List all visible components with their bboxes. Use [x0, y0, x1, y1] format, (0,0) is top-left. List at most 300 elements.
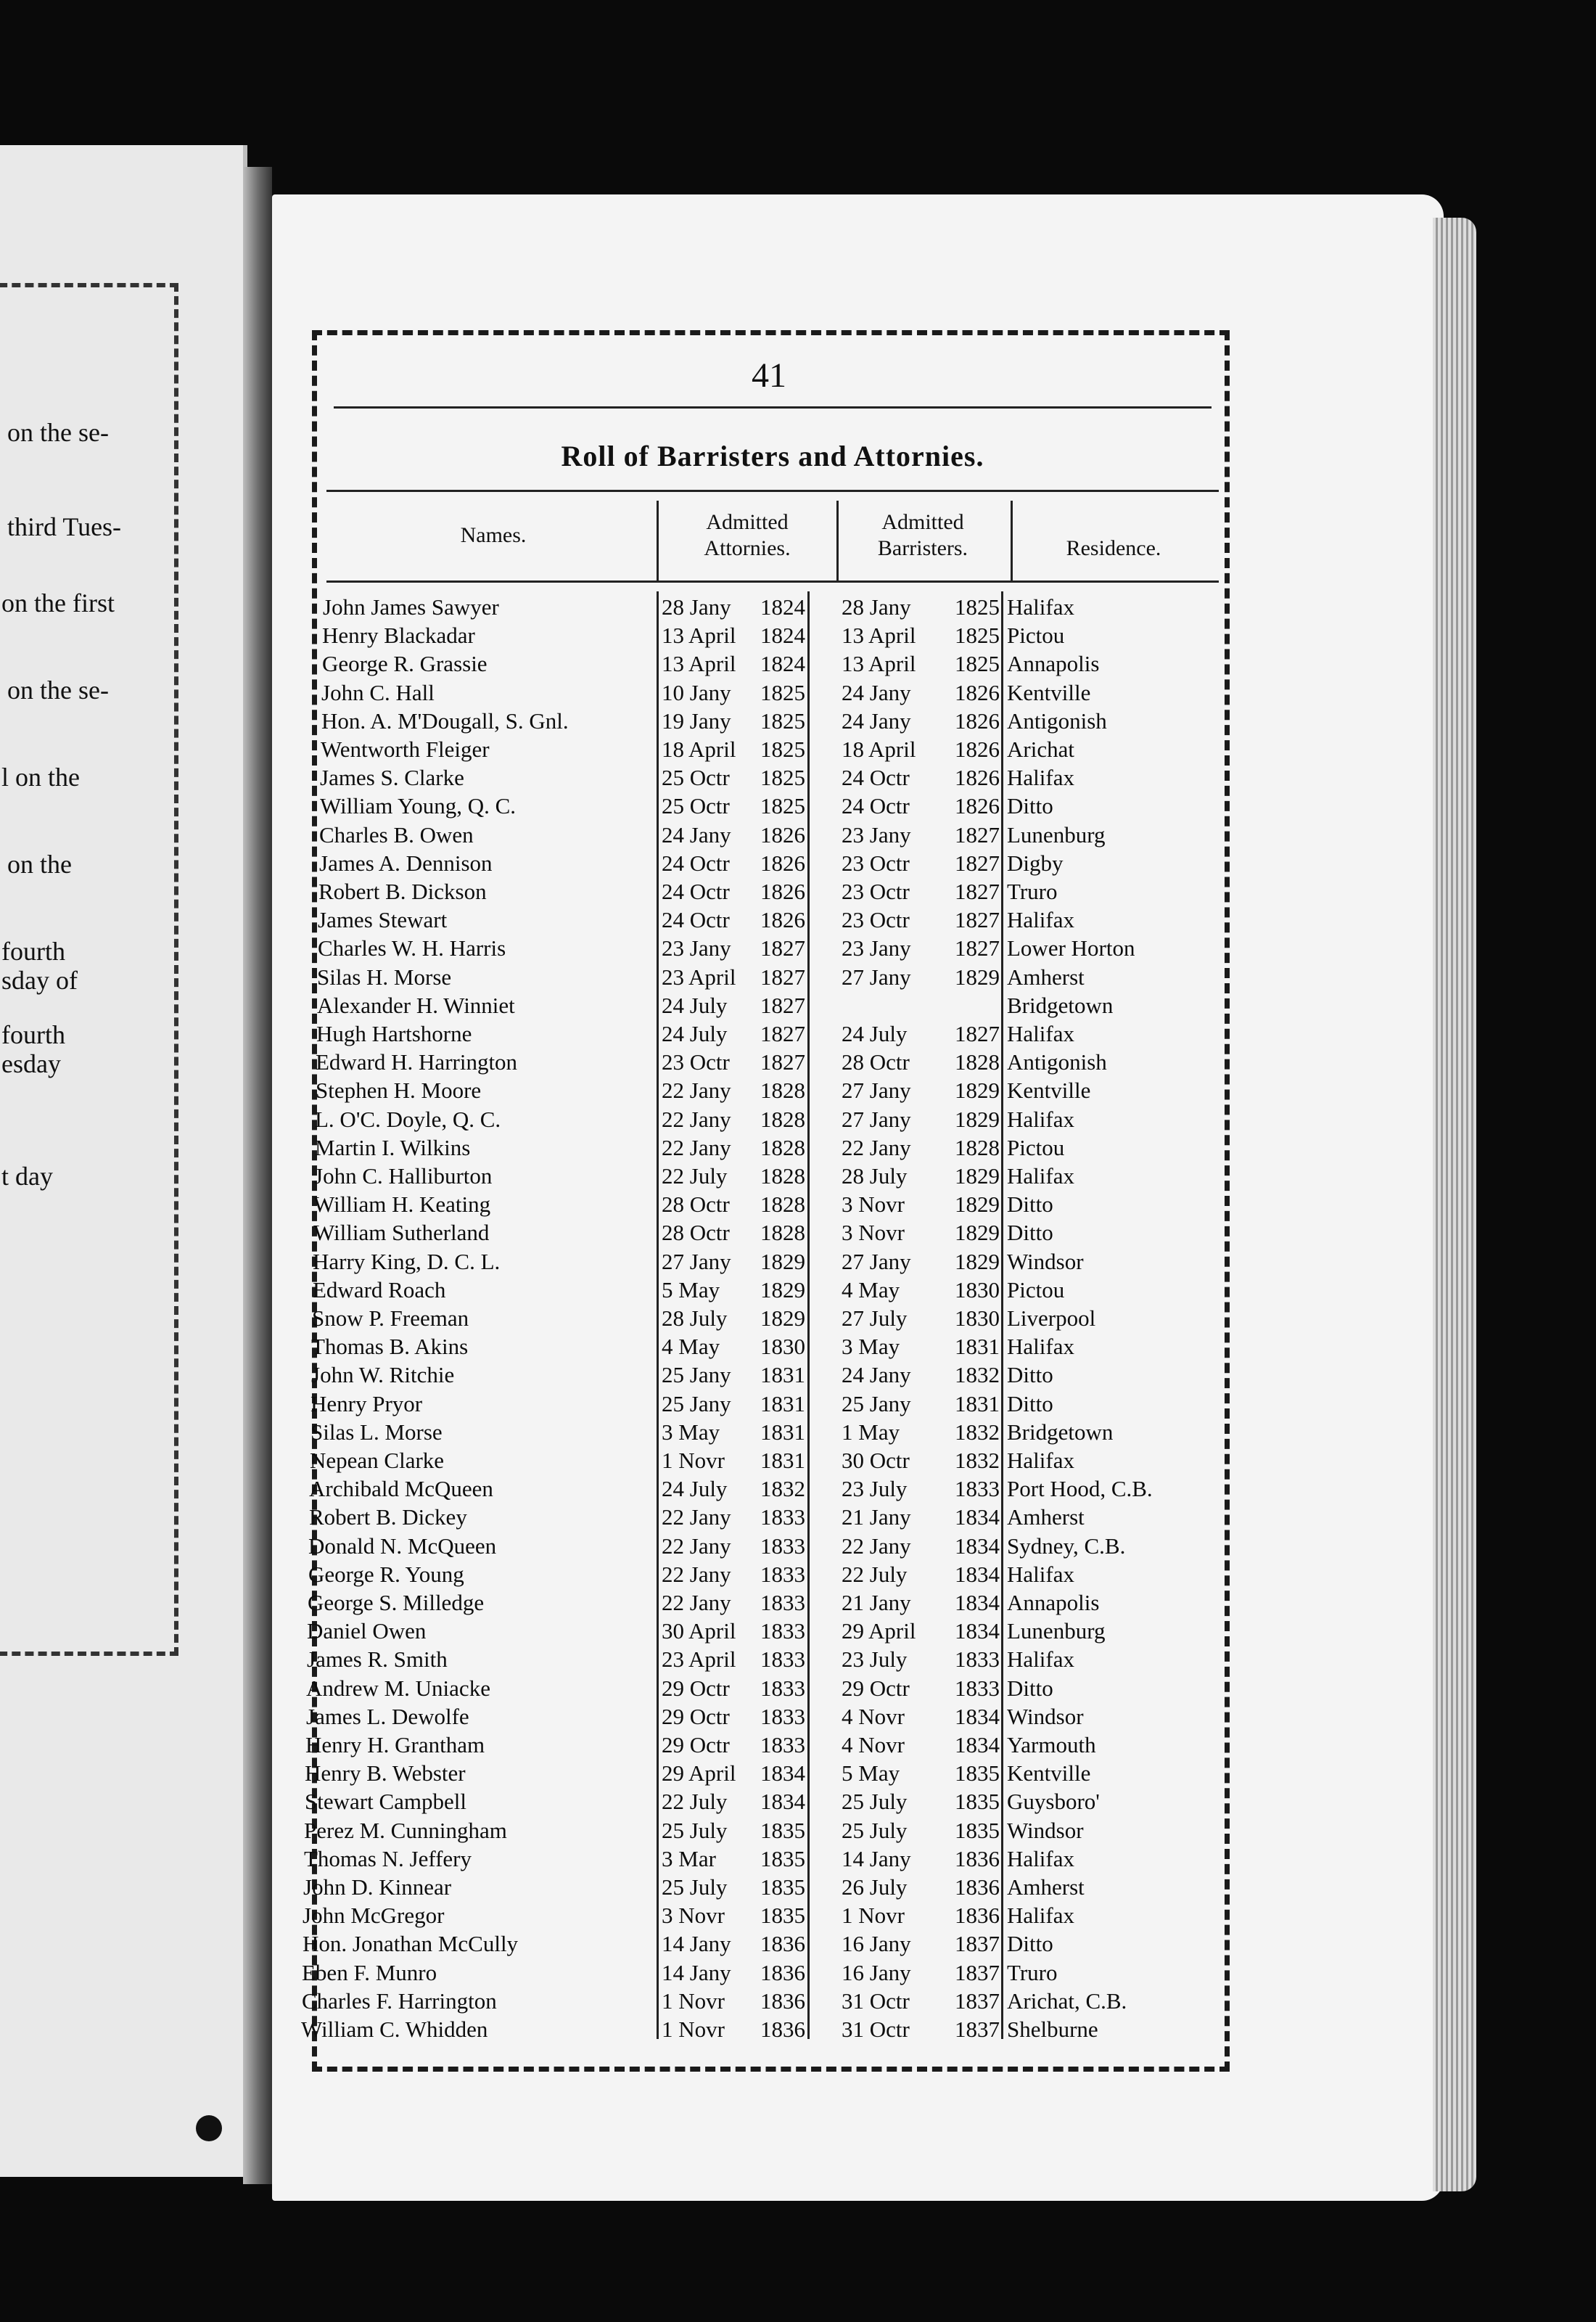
attorney-year: 1836 [760, 2017, 805, 2042]
table-row [0, 707, 1596, 735]
attorney-year: 1831 [760, 1390, 805, 1416]
barrister-date: 4 Novr [842, 1732, 905, 1757]
barrister-year: 1826 [955, 737, 1000, 762]
attorney-date: 25 Jany [662, 1362, 731, 1388]
attorney-year: 1824 [760, 623, 805, 649]
attorney-year: 1827 [760, 964, 805, 990]
left-page-fragment: l on the [1, 763, 80, 792]
table-row [0, 1845, 1596, 1873]
table-row [0, 1162, 1596, 1190]
attorney-year: 1825 [760, 707, 805, 734]
barrister-date: 23 July [842, 1476, 908, 1502]
table-row [0, 1503, 1596, 1531]
attorney-date: 1 Novr [662, 2017, 725, 2042]
barrister-year: 1832 [955, 1362, 1000, 1388]
barrister-date: 16 Jany [842, 1959, 911, 1985]
barrister-year: 1829 [955, 1106, 1000, 1132]
barrister-year: 1829 [955, 1248, 1000, 1274]
left-page-fragment: on the first [1, 588, 115, 618]
table-row [0, 1305, 1596, 1332]
barrister-year: 1825 [955, 623, 1000, 649]
entry-name: James S. Clarke [320, 765, 464, 791]
entry-name: Nepean Clarke [310, 1448, 445, 1473]
entry-residence: Lunenburg [1007, 821, 1106, 848]
barrister-year: 1835 [955, 1760, 1000, 1786]
barrister-year: 1828 [955, 1134, 1000, 1160]
table-row [0, 1276, 1596, 1304]
barrister-year: 1827 [955, 850, 1000, 876]
header-bottom-rule [326, 580, 1219, 583]
attorney-year: 1834 [760, 1760, 805, 1786]
entry-residence: Kentville [1007, 679, 1091, 705]
table-row [0, 821, 1596, 849]
entry-name: Henry Blackadar [322, 623, 475, 649]
table-row [0, 1902, 1596, 1929]
barrister-date: 4 May [842, 1276, 900, 1302]
barrister-year: 1834 [955, 1533, 1000, 1559]
attorney-year: 1824 [760, 594, 805, 620]
table-row [0, 1817, 1596, 1845]
entry-residence: Port Hood, C.B. [1007, 1476, 1153, 1502]
barrister-date: 27 Jany [842, 1106, 911, 1132]
attorney-year: 1835 [760, 1817, 805, 1843]
barrister-date: 27 Jany [842, 1248, 911, 1274]
attorney-year: 1833 [760, 1533, 805, 1559]
barrister-date: 3 Novr [842, 1220, 905, 1246]
table-row [0, 1475, 1596, 1503]
attorney-year: 1827 [760, 1049, 805, 1075]
table-row [0, 1049, 1596, 1076]
barrister-year: 1835 [955, 1817, 1000, 1843]
table-row [0, 679, 1596, 707]
attorney-year: 1828 [760, 1078, 805, 1104]
entry-residence: Halifax [1007, 1021, 1074, 1046]
table-row [0, 622, 1596, 649]
table-row [0, 850, 1596, 877]
barrister-date: 23 Octr [842, 879, 910, 904]
attorney-date: 25 Octr [662, 765, 730, 791]
entry-name: Perez M. Cunningham [304, 1817, 507, 1843]
entry-residence: Ditto [1007, 1931, 1053, 1957]
table-row [0, 1646, 1596, 1673]
barrister-date: 3 Novr [842, 1191, 905, 1218]
attorney-date: 5 May [662, 1276, 720, 1302]
attorney-year: 1833 [760, 1646, 805, 1673]
entry-name: William Young, Q. C. [320, 793, 517, 819]
barrister-year: 1827 [955, 907, 1000, 933]
attorney-year: 1835 [760, 1874, 805, 1900]
entry-name: George S. Milledge [308, 1590, 485, 1615]
entry-residence: Sydney, C.B. [1007, 1533, 1126, 1559]
attorney-date: 18 April [662, 737, 736, 762]
attorney-year: 1836 [760, 1931, 805, 1957]
attorney-year: 1836 [760, 1959, 805, 1985]
barrister-date: 1 May [842, 1419, 900, 1445]
entry-name: Thomas B. Akins [311, 1334, 469, 1360]
left-page-fragment: third Tues- [7, 512, 122, 541]
left-page-fragment: on the se- [7, 676, 109, 705]
table-row [0, 1703, 1596, 1731]
barrister-date: 25 Jany [842, 1390, 911, 1416]
entry-residence: Windsor [1007, 1248, 1084, 1274]
barrister-date: 23 Jany [842, 935, 911, 961]
table-row [0, 736, 1596, 763]
barrister-year: 1826 [955, 707, 1000, 734]
attorney-date: 24 July [662, 1021, 728, 1046]
barrister-date: 23 July [842, 1646, 908, 1673]
attorney-year: 1826 [760, 821, 805, 848]
attorney-date: 22 Jany [662, 1106, 731, 1132]
barrister-date: 30 Octr [842, 1448, 910, 1473]
entry-residence: Halifax [1007, 1561, 1074, 1587]
attorney-year: 1827 [760, 935, 805, 961]
entry-name: Edward H. Harrington [316, 1049, 518, 1075]
table-row [0, 1760, 1596, 1787]
attorney-date: 3 Mar [662, 1845, 716, 1871]
entry-residence: Antigonish [1007, 1049, 1107, 1075]
attorney-date: 19 Jany [662, 707, 731, 734]
entry-name: John W. Ritchie [311, 1362, 455, 1388]
barrister-year: 1827 [955, 821, 1000, 848]
table-row [0, 1959, 1596, 1987]
barrister-year: 1836 [955, 1903, 1000, 1929]
entry-residence: Windsor [1007, 1817, 1084, 1843]
entry-residence: Windsor [1007, 1703, 1084, 1729]
entry-name: Charles F. Harrington [302, 1987, 497, 2014]
entry-name: Daniel Owen [307, 1618, 427, 1644]
entry-residence: Ditto [1007, 1362, 1053, 1388]
entry-name: John James Sawyer [323, 594, 499, 620]
entry-residence: Annapolis [1007, 1590, 1100, 1615]
attorney-year: 1826 [760, 879, 805, 904]
attorney-date: 22 Jany [662, 1078, 731, 1104]
table-row [0, 764, 1596, 792]
entry-residence: Halifax [1007, 1448, 1074, 1473]
attorney-date: 29 Octr [662, 1732, 730, 1757]
table-row [0, 1533, 1596, 1560]
entry-name: Alexander H. Winniet [317, 992, 515, 1018]
entry-name: John C. Halliburton [314, 1163, 493, 1189]
entry-residence: Halifax [1007, 1106, 1074, 1132]
barrister-year: 1829 [955, 1163, 1000, 1189]
header-residence: Residence. [1066, 536, 1161, 560]
barrister-date: 13 April [842, 623, 916, 649]
entry-name: Robert B. Dickson [318, 879, 487, 904]
attorney-date: 29 April [662, 1760, 736, 1786]
table-row [0, 1561, 1596, 1588]
entry-residence: Truro [1007, 879, 1058, 904]
barrister-date: 24 Octr [842, 793, 910, 819]
barrister-year: 1829 [955, 1191, 1000, 1218]
entry-name: Charles W. H. Harris [318, 935, 506, 961]
attorney-year: 1824 [760, 651, 805, 677]
entry-residence: Halifax [1007, 1845, 1074, 1871]
entry-residence: Lunenburg [1007, 1618, 1106, 1644]
barrister-date: 27 July [842, 1305, 908, 1331]
barrister-date: 22 Jany [842, 1134, 911, 1160]
barrister-date: 24 July [842, 1021, 908, 1046]
attorney-date: 25 July [662, 1874, 728, 1900]
entry-name: James Stewart [318, 907, 448, 933]
entry-residence: Halifax [1007, 1334, 1074, 1360]
barrister-year: 1825 [955, 651, 1000, 677]
entry-name: Snow P. Freeman [312, 1305, 469, 1331]
entry-residence: Pictou [1007, 1134, 1065, 1160]
left-page-fragment: fourth [1, 937, 65, 966]
barrister-year: 1836 [955, 1874, 1000, 1900]
entry-name: Hon. A. M'Dougall, S. Gnl. [321, 707, 569, 734]
entry-name: Henry H. Grantham [305, 1732, 485, 1757]
barrister-date: 26 July [842, 1874, 908, 1900]
entry-name: Robert B. Dickey [309, 1504, 467, 1530]
barrister-date: 24 Octr [842, 765, 910, 791]
attorney-year: 1833 [760, 1590, 805, 1615]
entry-residence: Halifax [1007, 1163, 1074, 1189]
barrister-date: 29 Octr [842, 1675, 910, 1701]
entry-name: William C. Whidden [301, 2017, 488, 2042]
barrister-year: 1834 [955, 1618, 1000, 1644]
attorney-date: 22 July [662, 1163, 728, 1189]
attorney-date: 22 Jany [662, 1533, 731, 1559]
barrister-date: 24 Jany [842, 707, 911, 734]
entry-residence: Digby [1007, 850, 1064, 876]
entry-residence: Yarmouth [1007, 1732, 1096, 1757]
entry-name: Hon. Jonathan McCully [303, 1931, 519, 1957]
attorney-date: 23 Jany [662, 935, 731, 961]
barrister-year: 1834 [955, 1504, 1000, 1530]
barrister-date: 25 July [842, 1789, 908, 1815]
table-row [0, 1788, 1596, 1816]
entry-residence: Guysboro' [1007, 1789, 1100, 1815]
barrister-date: 5 May [842, 1760, 900, 1786]
entry-residence: Halifax [1007, 1903, 1074, 1929]
table-row [0, 1390, 1596, 1418]
entry-name: L. O'C. Doyle, Q. C. [315, 1106, 501, 1132]
entry-name: Edward Roach [313, 1276, 446, 1302]
barrister-year: 1833 [955, 1646, 1000, 1673]
table-row [0, 964, 1596, 991]
entry-residence: Bridgetown [1007, 1419, 1114, 1445]
barrister-year: 1829 [955, 1220, 1000, 1246]
attorney-date: 10 Jany [662, 679, 731, 705]
attorney-year: 1833 [760, 1703, 805, 1729]
barrister-date: 24 Jany [842, 679, 911, 705]
barrister-year: 1825 [955, 594, 1000, 620]
barrister-date: 31 Octr [842, 1987, 910, 2014]
table-row [0, 1333, 1596, 1361]
attorney-year: 1828 [760, 1191, 805, 1218]
table-row [0, 650, 1596, 678]
attorney-date: 24 July [662, 1476, 728, 1502]
attorney-date: 22 Jany [662, 1134, 731, 1160]
header-attornies: Admitted Attornies. [704, 510, 791, 560]
attorney-year: 1835 [760, 1903, 805, 1929]
attorney-year: 1825 [760, 679, 805, 705]
attorney-year: 1826 [760, 850, 805, 876]
attorney-year: 1831 [760, 1419, 805, 1445]
entry-residence: Ditto [1007, 1191, 1053, 1218]
entry-name: Archibald McQueen [309, 1476, 493, 1502]
entry-residence: Kentville [1007, 1078, 1091, 1104]
barrister-date: 28 Octr [842, 1049, 910, 1075]
table-row [0, 1447, 1596, 1474]
entry-residence: Halifax [1007, 907, 1074, 933]
attorney-date: 30 April [662, 1618, 736, 1644]
entry-name: Silas L. Morse [310, 1419, 443, 1445]
entry-residence: Amherst [1007, 964, 1085, 990]
barrister-year: 1830 [955, 1276, 1000, 1302]
entry-residence: Amherst [1007, 1504, 1085, 1530]
table-row [0, 1589, 1596, 1617]
entry-name: James L. Dewolfe [306, 1703, 469, 1729]
left-page-fragment: esday [1, 1049, 61, 1078]
table-row [0, 1675, 1596, 1702]
entry-name: Andrew M. Uniacke [306, 1675, 490, 1701]
attorney-year: 1828 [760, 1220, 805, 1246]
barrister-date: 22 July [842, 1561, 908, 1587]
attorney-year: 1826 [760, 907, 805, 933]
entry-residence: Antigonish [1007, 707, 1107, 734]
entry-name: John McGregor [303, 1903, 445, 1929]
attorney-date: 22 Jany [662, 1561, 731, 1587]
barrister-date: 4 Novr [842, 1703, 905, 1729]
barrister-year: 1826 [955, 793, 1000, 819]
attorney-date: 27 Jany [662, 1248, 731, 1274]
table-row [0, 1874, 1596, 1901]
entry-name: John C. Hall [321, 679, 435, 705]
attorney-year: 1825 [760, 765, 805, 791]
barrister-year: 1836 [955, 1845, 1000, 1871]
attorney-year: 1833 [760, 1675, 805, 1701]
attorney-date: 22 Jany [662, 1590, 731, 1615]
entry-name: George R. Young [308, 1561, 464, 1587]
attorney-date: 29 Octr [662, 1675, 730, 1701]
entry-name: Silas H. Morse [317, 964, 452, 990]
entry-residence: Ditto [1007, 1675, 1053, 1701]
attorney-year: 1834 [760, 1789, 805, 1815]
attorney-date: 13 April [662, 651, 736, 677]
barrister-date: 27 Jany [842, 1078, 911, 1104]
entry-name: John D. Kinnear [303, 1874, 452, 1900]
attorney-date: 3 May [662, 1419, 720, 1445]
left-page-fragment: on the se- [7, 418, 109, 447]
barrister-year: 1831 [955, 1390, 1000, 1416]
entry-name: James R. Smith [307, 1646, 448, 1673]
table-row [0, 594, 1596, 621]
attorney-year: 1833 [760, 1561, 805, 1587]
barrister-year: 1834 [955, 1732, 1000, 1757]
entry-residence: Liverpool [1007, 1305, 1096, 1331]
barrister-year: 1826 [955, 679, 1000, 705]
page-title: Roll of Barristers and Attornies. [561, 440, 984, 472]
attorney-year: 1828 [760, 1163, 805, 1189]
barrister-year: 1837 [955, 1959, 1000, 1985]
entry-residence: Arichat, C.B. [1007, 1987, 1127, 2014]
barrister-date: 3 May [842, 1334, 900, 1360]
entry-name: Henry B. Webster [305, 1760, 466, 1786]
entry-residence: Halifax [1007, 765, 1074, 791]
barrister-date: 13 April [842, 651, 916, 677]
barrister-date: 31 Octr [842, 2017, 910, 2042]
entry-name: Harry King, D. C. L. [313, 1248, 501, 1274]
table-row [0, 935, 1596, 962]
page-number: 41 [752, 356, 786, 395]
header-names: Names. [460, 523, 527, 547]
barrister-date: 14 Jany [842, 1845, 911, 1871]
barrister-date: 29 April [842, 1618, 916, 1644]
attorney-date: 25 Octr [662, 793, 730, 819]
table-row [0, 1020, 1596, 1048]
attorney-date: 25 July [662, 1817, 728, 1843]
ink-spot [196, 2115, 222, 2141]
header-divider-3 [1011, 501, 1013, 580]
table-row [0, 1191, 1596, 1218]
entry-name: William H. Keating [313, 1191, 491, 1218]
entry-name: Martin I. Wilkins [315, 1134, 471, 1160]
entry-name: Eben F. Munro [302, 1959, 437, 1985]
barrister-year: 1828 [955, 1049, 1000, 1075]
attorney-year: 1828 [760, 1106, 805, 1132]
attorney-date: 22 Jany [662, 1504, 731, 1530]
attorney-year: 1829 [760, 1248, 805, 1274]
attorney-year: 1829 [760, 1305, 805, 1331]
entry-name: Stephen H. Moore [316, 1078, 482, 1104]
barrister-date: 25 July [842, 1817, 908, 1843]
attorney-year: 1827 [760, 1021, 805, 1046]
barrister-date: 28 Jany [842, 594, 911, 620]
attorney-year: 1832 [760, 1476, 805, 1502]
attorney-date: 14 Jany [662, 1931, 731, 1957]
attorney-year: 1830 [760, 1334, 805, 1360]
entry-residence: Bridgetown [1007, 992, 1114, 1018]
table-row [0, 1248, 1596, 1276]
barrister-date: 28 July [842, 1163, 908, 1189]
attorney-date: 3 Novr [662, 1903, 725, 1929]
attorney-date: 23 April [662, 1646, 736, 1673]
table-row [0, 1930, 1596, 1958]
header-barristers: Admitted Barristers. [877, 510, 968, 560]
barrister-date: 1 Novr [842, 1903, 905, 1929]
entry-residence: Ditto [1007, 1220, 1053, 1246]
table-row [0, 906, 1596, 934]
barrister-year: 1827 [955, 879, 1000, 904]
barrister-year: 1831 [955, 1334, 1000, 1360]
barrister-year: 1826 [955, 765, 1000, 791]
table-row [0, 792, 1596, 820]
barrister-year: 1833 [955, 1675, 1000, 1701]
entry-residence: Halifax [1007, 1646, 1074, 1673]
barrister-year: 1830 [955, 1305, 1000, 1331]
entry-name: Charles B. Owen [319, 821, 474, 848]
attorney-year: 1835 [760, 1845, 805, 1871]
barrister-date: 18 April [842, 737, 916, 762]
barrister-date: 23 Octr [842, 850, 910, 876]
header-top-rule [326, 490, 1219, 492]
attorney-date: 24 Octr [662, 850, 730, 876]
barrister-year: 1834 [955, 1561, 1000, 1587]
attorney-year: 1831 [760, 1448, 805, 1473]
entry-residence: Pictou [1007, 1276, 1065, 1302]
entry-name: George R. Grassie [322, 651, 488, 677]
header-divider-2 [836, 501, 839, 580]
attorney-year: 1829 [760, 1276, 805, 1302]
attorney-date: 14 Jany [662, 1959, 731, 1985]
barrister-date: 21 Jany [842, 1504, 911, 1530]
barrister-date: 24 Jany [842, 1362, 911, 1388]
barrister-year: 1832 [955, 1448, 1000, 1473]
left-page-fragment: fourth [1, 1020, 65, 1049]
attorney-date: 28 Jany [662, 594, 731, 620]
